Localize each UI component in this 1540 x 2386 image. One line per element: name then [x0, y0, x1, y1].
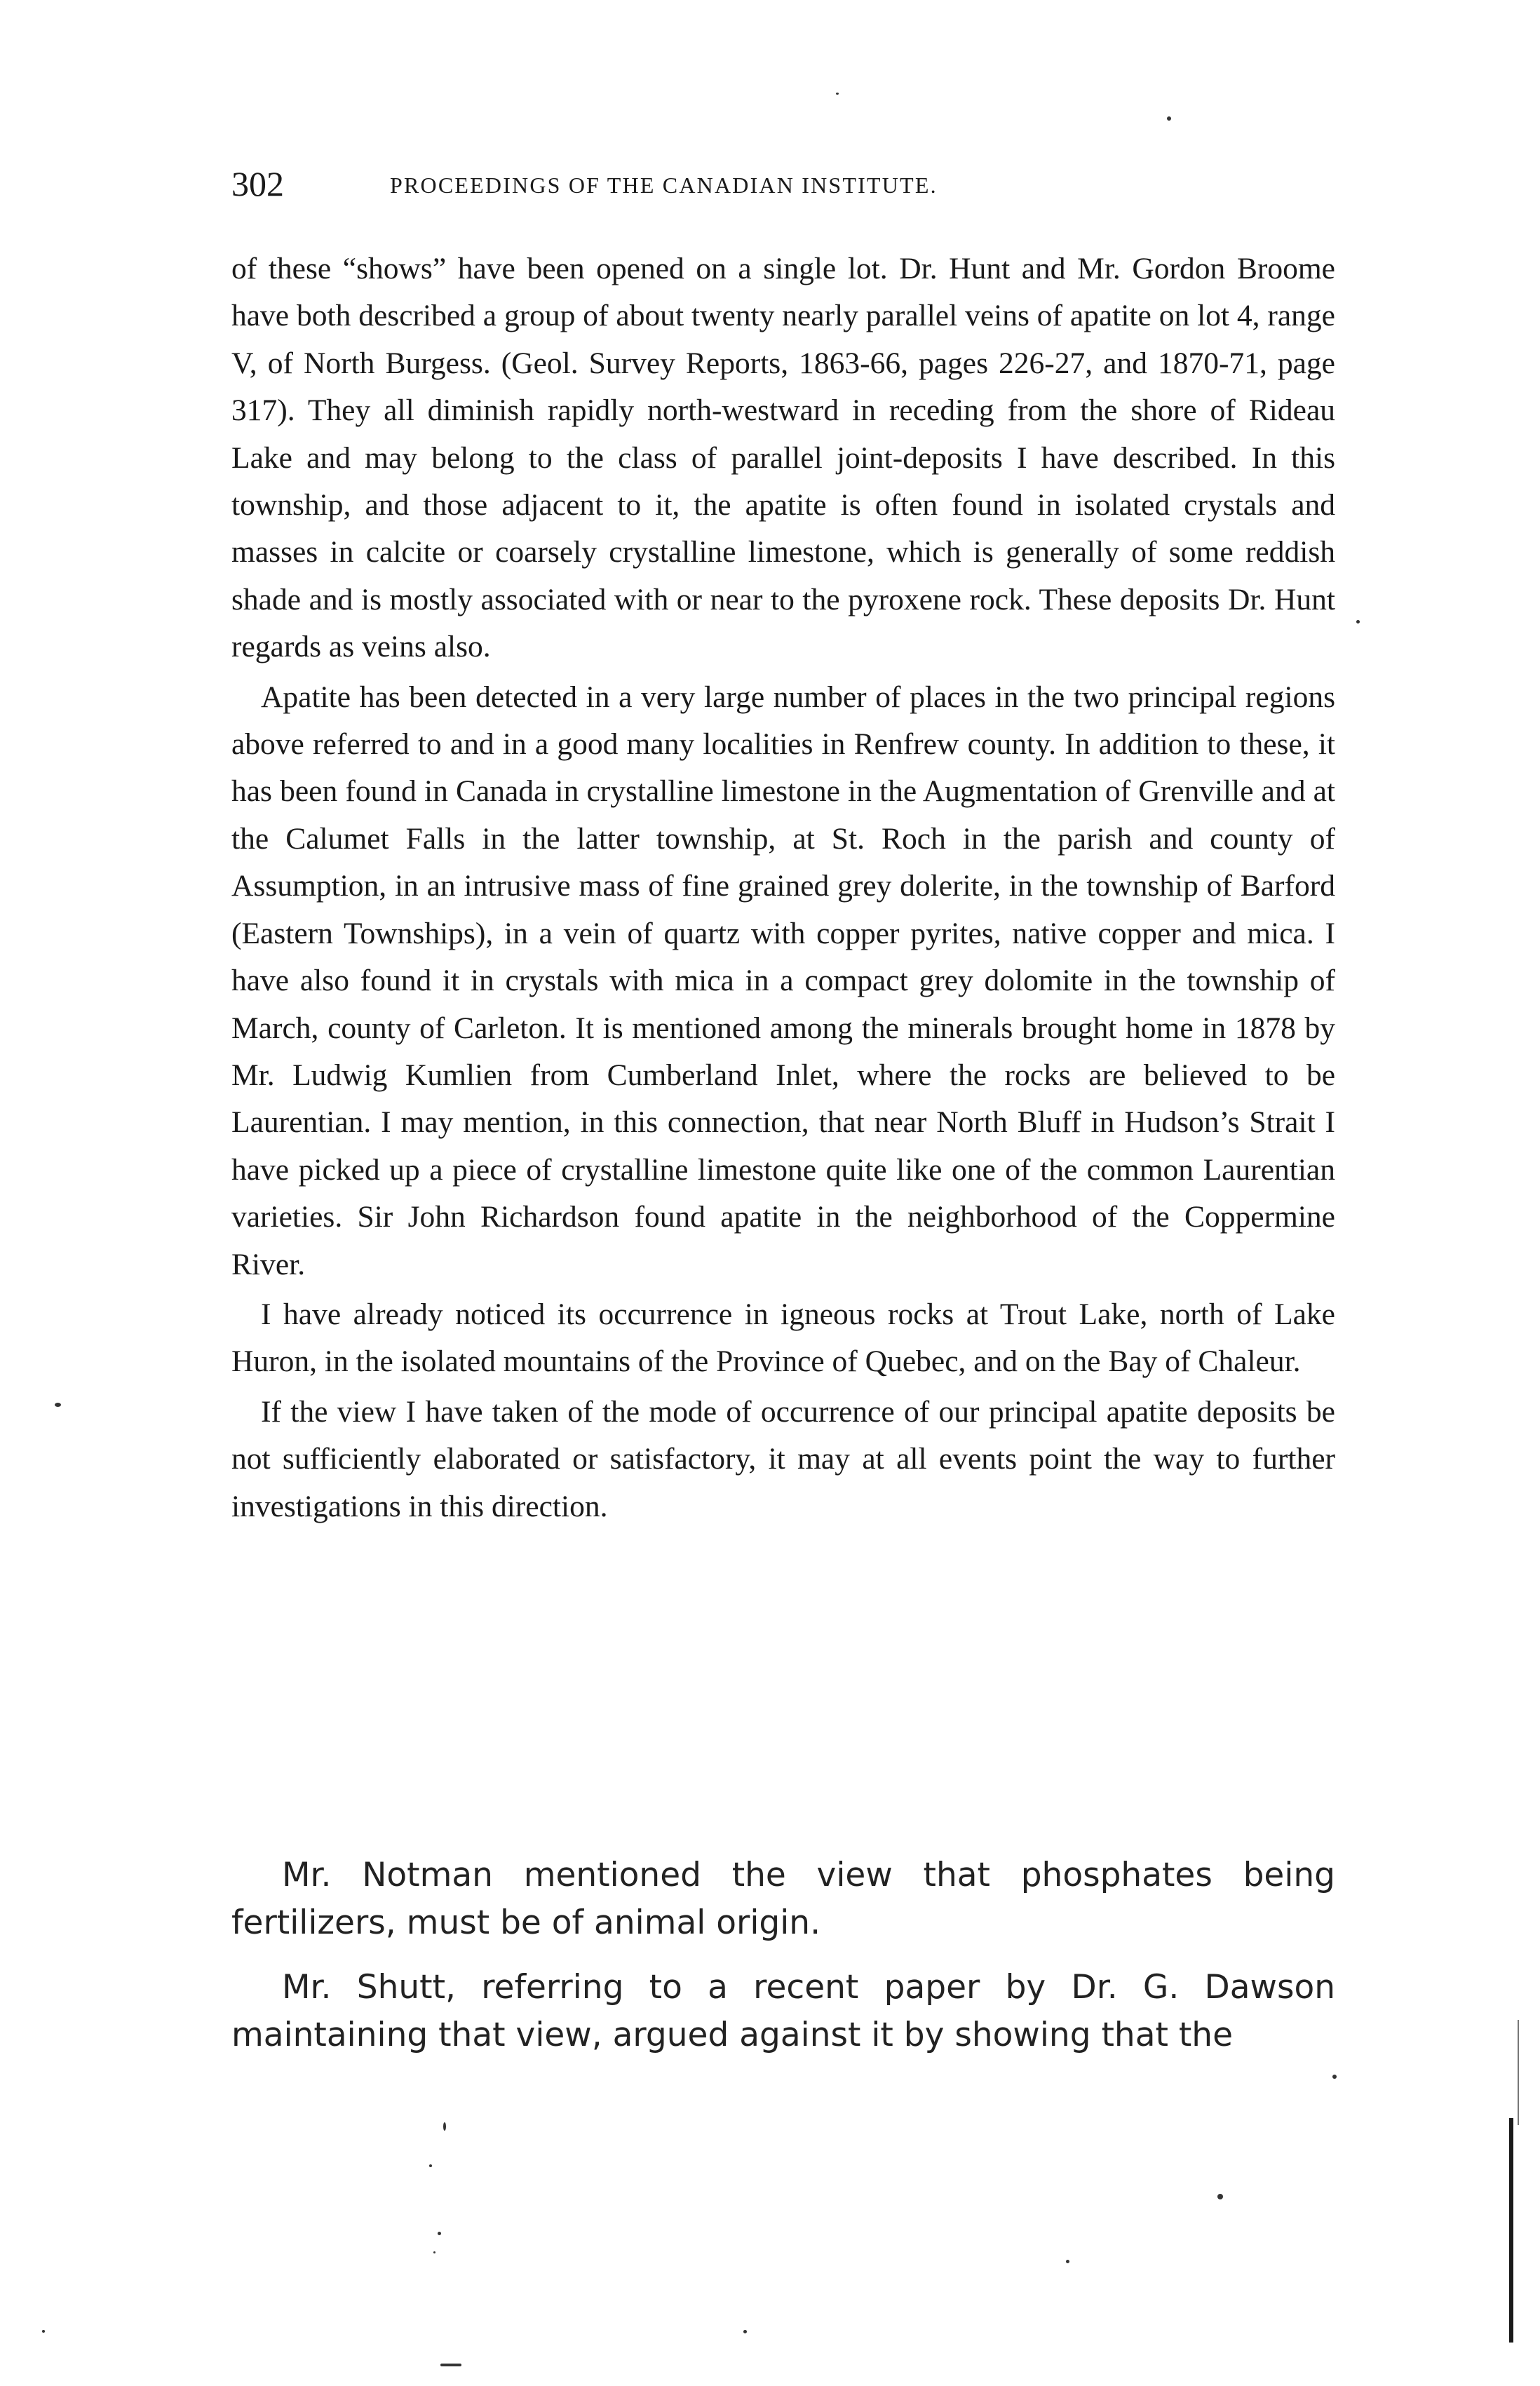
- paragraph-conclusion: If the view I have taken of the mode of occurrence of our principal apatite deposits be not sufficiently elaborated or satisfactory, it may at all events point the way to further investigations in this direction.: [231, 1394, 1335, 1523]
- paragraph-shutt: Mr. Shutt, referring to a recent paper by Dr. G. Dawson maintaining that view, argued against it by showing that the: [231, 1968, 1335, 2054]
- scan-speck: [1217, 2194, 1223, 2199]
- scan-speck: [438, 2232, 441, 2235]
- paragraph-igneous-rocks: I have already noticed its occurrence in igneous rocks at Trout Lake, north of Lake Huron, in the isolated mountains of the Province of Quebec, and on the Bay of Chaleur.: [231, 1297, 1335, 1379]
- scan-speck: [42, 2330, 45, 2333]
- page-edge-line: [1509, 2118, 1513, 2343]
- discussion-text: [231, 1852, 1335, 2059]
- scan-speck: [1332, 2075, 1337, 2079]
- scan-speck: [443, 2122, 446, 2131]
- scan-speck: [1066, 2260, 1069, 2263]
- page-edge-line: [1518, 2020, 1519, 2125]
- scan-speck: [1356, 620, 1360, 624]
- scan-speck: [836, 93, 839, 95]
- body-text: [231, 245, 1335, 1530]
- page-number: 302: [231, 164, 284, 203]
- scan-speck: [1167, 116, 1171, 121]
- scan-speck: [433, 2251, 435, 2253]
- scan-speck: [429, 2164, 432, 2167]
- scan-speck: [440, 2364, 461, 2366]
- running-head: [231, 163, 1353, 212]
- scan-speck: [55, 1403, 61, 1407]
- running-title: PROCEEDINGS OF THE CANADIAN INSTITUTE.: [390, 173, 938, 198]
- paragraph-continuation: of these “shows” have been opened on a single lot. Dr. Hunt and Mr. Gordon Broome have both described a group of about twenty nearly parallel veins of apatite on lot 4, range V, of North Burgess. (Geol. Survey Reports, 1863-66, pages 226-27, and 1870-71, page 317). They all diminish rapidly north-westward in receding from the shore of Rideau Lake and may belong to the class of parallel joint-deposits I have described. In this township, and those adjacent to it, the apatite is often found in isolated crystals and masses in calcite or coarsely crystalline limestone, which is generally of some reddish shade and is mostly associated with or near to the pyroxene rock. These deposits Dr. Hunt regards as veins also.: [231, 252, 1335, 664]
- paragraph-notman: Mr. Notman mentioned the view that phosphates being fertilizers, must be of animal origin.: [231, 1856, 1335, 1942]
- paragraph-apatite-localities: Apatite has been detected in a very large number of places in the two principal regions above referred to and in a good many localities in Renfrew county. In addition to these, it has been found in Canada in crystalline limestone in the Augmentation of Grenville and at the Calumet Falls in the latter township, at St. Roch in the parish and county of Assumption, in an intrusive mass of fine grained grey dolerite, in the township of Barford (Eastern Townships), in a vein of quartz with copper pyrites, native copper and mica. I have also found it in crystals with mica in a compact grey dolomite in the township of March, county of Carleton. It is mentioned among the minerals brought home in 1878 by Mr. Ludwig Kumlien from Cumberland Inlet, where the rocks are believed to be Laurentian. I may mention, in this connection, that near North Bluff in Hudson’s Strait I have picked up a piece of crystalline limestone quite like one of the common Laurentian varieties. Sir John Richardson found apatite in the neighborhood of the Coppermine River.: [231, 680, 1335, 1281]
- scan-speck: [743, 2330, 747, 2333]
